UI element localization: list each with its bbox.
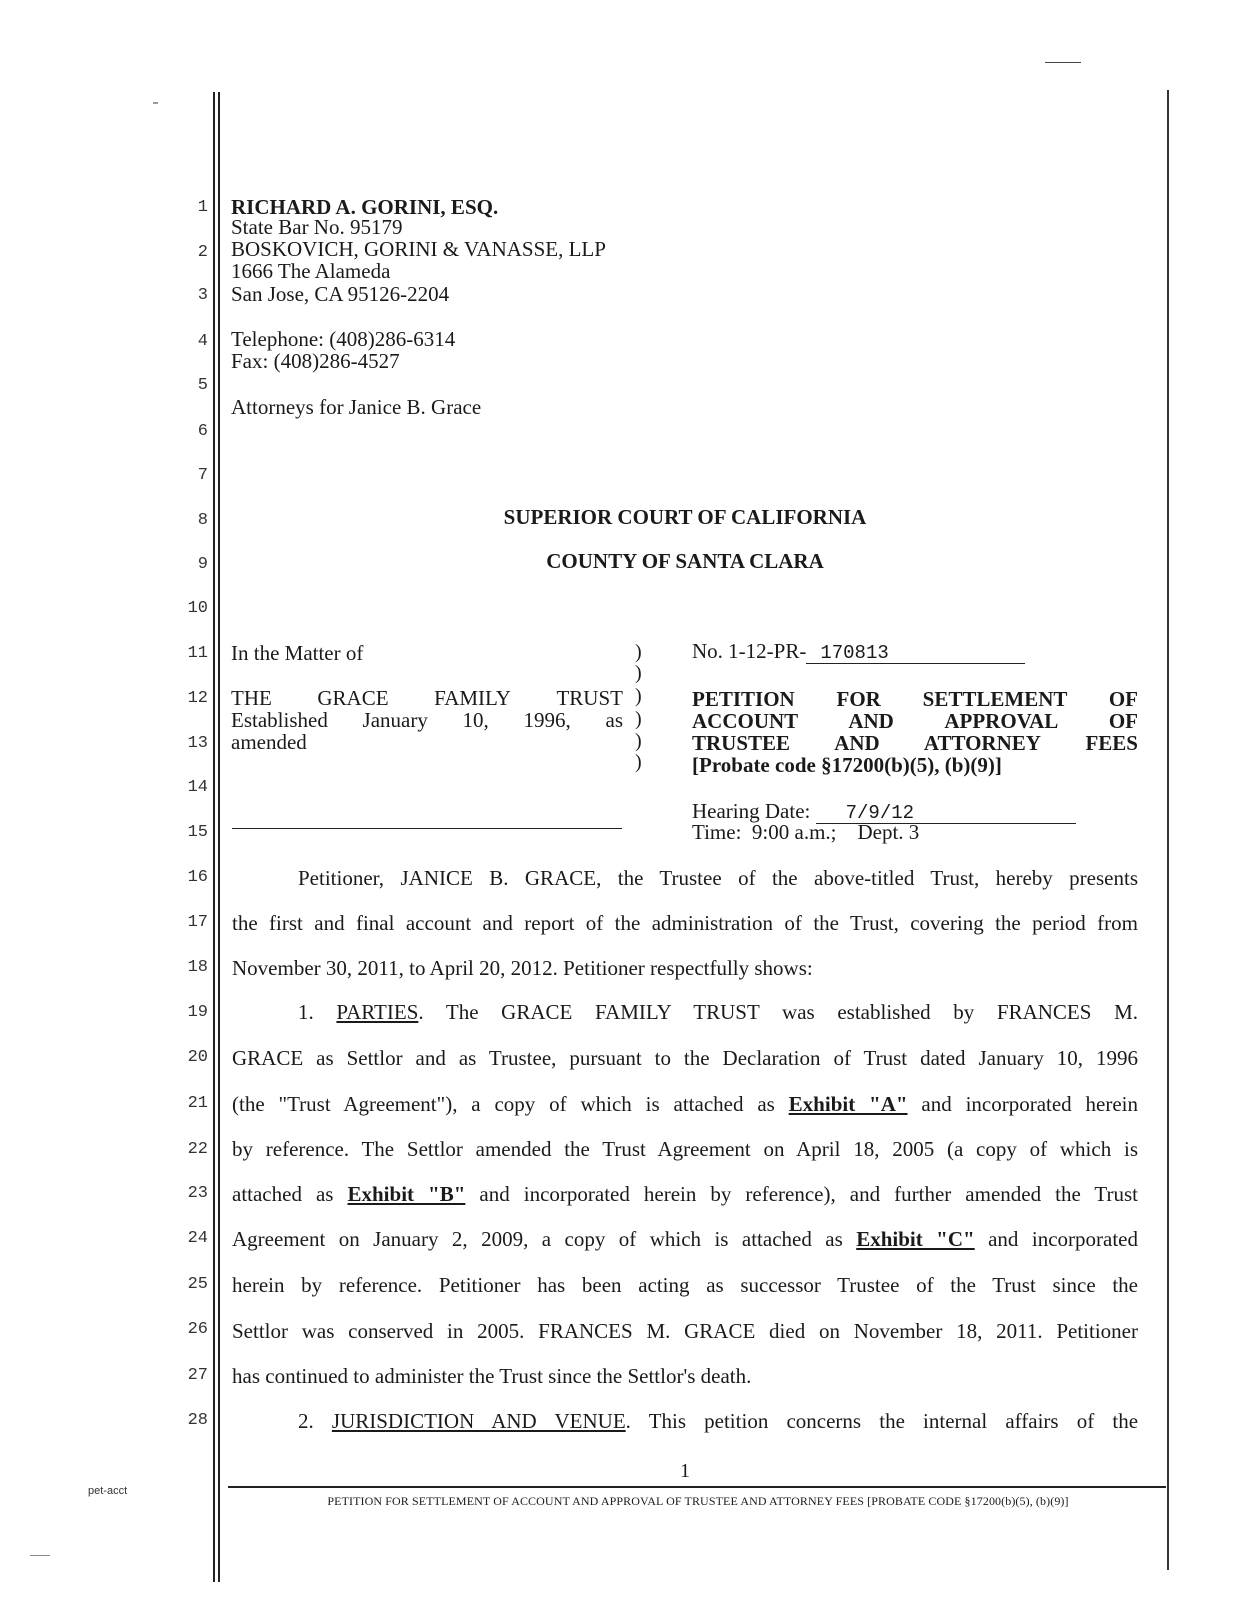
line-number: 12 <box>187 689 208 708</box>
caption-matter: In the Matter of <box>231 641 364 665</box>
body-line <box>298 1002 1138 1023</box>
attorney-name: RICHARD A. GORINI, ESQ. <box>231 195 499 219</box>
line-number: 4 <box>197 332 208 351</box>
body-text: and incorporated herein <box>907 1092 1139 1116</box>
body-line: the first and final account and report of the administration of the Trust, covering the period from <box>232 911 1138 935</box>
body-text: and incorporated <box>974 1227 1138 1251</box>
body-line: herein by reference. Petitioner has been acting as successor Trustee of the Trust since the <box>232 1273 1138 1297</box>
body-line: GRACE as Settlor and as Trustee, pursuant to the Declaration of Trust dated January 10, 1996 <box>232 1046 1138 1070</box>
line-number: 5 <box>197 376 208 395</box>
document-code-label: pet-acct <box>88 1485 128 1497</box>
line-number: 6 <box>197 422 208 441</box>
line-number: 9 <box>197 555 208 574</box>
attorney-fax: Fax: (408)286-4527 <box>231 349 400 373</box>
scan-mark <box>153 102 158 104</box>
line-number: 24 <box>187 1229 208 1248</box>
body-line: has continued to administer the Trust since the Settlor's death. <box>232 1364 752 1388</box>
body-text: . This petition concerns the internal affairs of the <box>625 1409 1139 1433</box>
line-number: 21 <box>187 1094 208 1113</box>
exhibit-reference: Exhibit "A" <box>788 1092 908 1116</box>
body-line: Settlor was conserved in 2005. FRANCES M. GRACE died on November 18, 2011. Petitioner <box>232 1319 1138 1343</box>
petition-title-line: PETITION FOR SETTLEMENT OF <box>692 687 1138 711</box>
body-text: and incorporated herein by reference), and further amended the Trust <box>465 1182 1138 1206</box>
case-number-value: 170813 <box>806 644 1025 664</box>
line-number: 2 <box>197 243 208 262</box>
line-number: 11 <box>187 644 208 663</box>
body-line: Petitioner, JANICE B. GRACE, the Trustee of the above-titled Trust, hereby presents <box>298 866 1138 890</box>
line-number: 23 <box>187 1184 208 1203</box>
petition-title-line: TRUSTEE AND ATTORNEY FEES <box>692 731 1138 755</box>
scan-mark <box>1045 62 1081 63</box>
line-number: 20 <box>187 1048 208 1067</box>
caption-paren: ) <box>635 662 642 684</box>
caption-paren: ) <box>635 708 642 730</box>
caption-paren: ) <box>635 641 642 663</box>
caption-trust-name <box>231 688 623 709</box>
line-number: 27 <box>187 1366 208 1385</box>
line-number: 22 <box>187 1140 208 1159</box>
court-county: COUNTY OF SANTA CLARA <box>546 549 824 573</box>
left-margin-rule-inner <box>218 92 220 1582</box>
caption-paren: ) <box>635 685 642 707</box>
attorney-phone: Telephone: (408)286-6314 <box>231 327 456 351</box>
body-text: Agreement on January 2, 2009, a copy of which is attached as <box>232 1227 857 1251</box>
section-number: 1. <box>298 1000 314 1024</box>
caption-trust-word: THE <box>231 686 272 710</box>
hearing-date-value: 7/9/12 <box>816 804 1076 824</box>
petition-title-line: [Probate code §17200(b)(5), (b)(9)] <box>692 753 1002 777</box>
line-number: 3 <box>197 286 208 305</box>
exhibit-reference: Exhibit "B" <box>347 1182 466 1206</box>
attorneys-for: Attorneys for Janice B. Grace <box>231 395 482 419</box>
line-number: 13 <box>187 734 208 753</box>
line-number: 26 <box>187 1320 208 1339</box>
line-number: 16 <box>187 868 208 887</box>
caption-underline <box>232 828 622 829</box>
caption-paren: ) <box>635 751 642 773</box>
section-number: 2. <box>298 1409 314 1433</box>
attorney-firm: BOSKOVICH, GORINI & VANASSE, LLP <box>231 237 606 261</box>
body-line <box>232 1094 1138 1115</box>
line-number: 8 <box>197 511 208 530</box>
body-line <box>232 1184 1138 1205</box>
left-margin-rule <box>213 92 215 1582</box>
body-text: (the "Trust Agreement"), a copy of which is attached as <box>232 1092 789 1116</box>
body-text: attached as <box>232 1182 348 1206</box>
body-line <box>232 1229 1138 1250</box>
line-number: 15 <box>187 823 208 842</box>
petition-title <box>692 688 1138 776</box>
court-name: SUPERIOR COURT OF CALIFORNIA <box>503 505 867 529</box>
line-number: 18 <box>187 958 208 977</box>
line-number: 19 <box>187 1003 208 1022</box>
scan-mark <box>30 1555 50 1556</box>
line-number: 17 <box>187 913 208 932</box>
hearing-time: Time: 9:00 a.m.; Dept. 3 <box>692 820 920 844</box>
section-heading: PARTIES <box>336 1000 419 1024</box>
footer-rule <box>228 1486 1166 1488</box>
line-number: 28 <box>187 1411 208 1430</box>
line-number: 7 <box>197 466 208 485</box>
attorney-address-line1: 1666 The Alameda <box>231 259 391 283</box>
line-number: 25 <box>187 1275 208 1294</box>
hearing-date-label: Hearing Date: <box>692 799 811 823</box>
page-number: 1 <box>680 1460 690 1482</box>
body-line <box>298 1411 1138 1432</box>
line-number: 14 <box>187 778 208 797</box>
case-number <box>692 641 1025 664</box>
body-text: . The GRACE FAMILY TRUST was established by FRANCES M. <box>418 1000 1138 1024</box>
right-margin-rule <box>1167 90 1169 1570</box>
section-heading: JURISDICTION AND VENUE <box>331 1409 626 1433</box>
caption-trust-word: GRACE <box>317 686 389 710</box>
attorney-address-line2: San Jose, CA 95126-2204 <box>231 282 450 306</box>
exhibit-reference: Exhibit "C" <box>856 1227 975 1251</box>
caption-paren: ) <box>635 730 642 752</box>
footer-title: PETITION FOR SETTLEMENT OF ACCOUNT AND APPROVAL OF TRUSTEE AND ATTORNEY FEES [PROBATE CODE §17200(b)(5), (b)(9)] <box>327 1494 1069 1508</box>
caption-trust-word: FAMILY <box>434 686 511 710</box>
line-number: 10 <box>187 599 208 618</box>
attorney-bar-number: State Bar No. 95179 <box>231 215 403 239</box>
body-line: November 30, 2011, to April 20, 2012. Petitioner respectfully shows: <box>232 956 813 980</box>
caption-trust-word: TRUST <box>556 686 623 710</box>
line-number: 1 <box>197 198 208 217</box>
caption-established: Established January 10, 1996, as <box>231 708 623 732</box>
caption-amended: amended <box>231 730 307 754</box>
petition-title-line: ACCOUNT AND APPROVAL OF <box>692 709 1138 733</box>
case-number-prefix: No. 1-12-PR- <box>692 639 807 663</box>
body-line: by reference. The Settlor amended the Trust Agreement on April 18, 2005 (a copy of which is <box>232 1137 1138 1161</box>
